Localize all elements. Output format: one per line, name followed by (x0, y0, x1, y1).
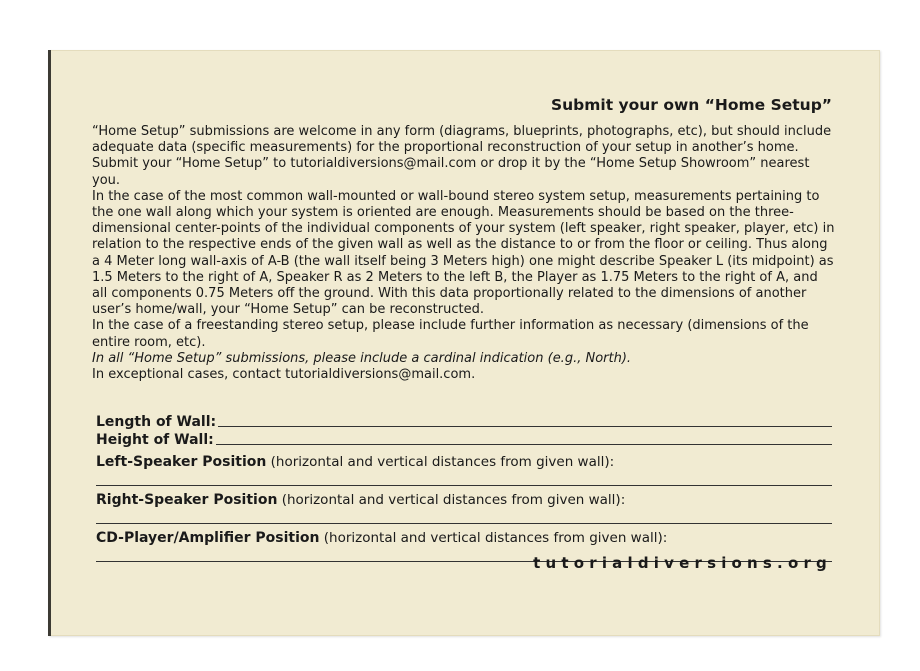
submit-paragraph: Submit your “Home Setup” to tutorialdiversions@mail.com or drop it by the “Home Setup Showroom” nearest you. (92, 156, 810, 188)
player-hint: (horizontal and vertical distances from given wall): (319, 530, 668, 546)
cardinal-note: In all “Home Setup” submissions, please include a cardinal indication (e.g., North). (92, 350, 632, 366)
exceptional-paragraph: In exceptional cases, contact tutorialdiversions@mail.com. (92, 367, 476, 383)
page-title: Submit your own “Home Setup” (550, 96, 832, 114)
right-speaker-heading (96, 492, 832, 509)
length-label: Length of Wall: (96, 414, 217, 430)
length-field[interactable] (218, 426, 832, 427)
player-label: CD-Player/Amplifier Position (96, 530, 320, 546)
intro-paragraph: “Home Setup” submissions are welcome in any form (diagrams, blueprints, photographs, etc), but should include adequate data (specific measurements) for the proportional reconstruction of your setup in another’s home. (92, 124, 832, 156)
left-speaker-field[interactable] (96, 471, 832, 486)
height-label: Height of Wall: (96, 432, 214, 448)
setup-form (96, 412, 832, 562)
freestanding-paragraph: In the case of a freestanding stereo setup, please include further information as necessary (dimensions of the entire room, etc). (92, 318, 809, 350)
right-speaker-row (96, 492, 832, 524)
length-row (96, 412, 832, 430)
player-heading (96, 530, 832, 547)
left-speaker-hint: (horizontal and vertical distances from given wall): (266, 454, 615, 470)
left-speaker-row (96, 454, 832, 486)
left-speaker-heading (96, 454, 832, 471)
right-speaker-label: Right-Speaker Position (96, 492, 278, 508)
submission-card (48, 50, 880, 636)
height-row (96, 430, 832, 448)
right-speaker-field[interactable] (96, 509, 832, 524)
footer-url: tutorialdiversions.org (533, 554, 832, 572)
height-field[interactable] (216, 444, 832, 445)
right-speaker-hint: (horizontal and vertical distances from given wall): (277, 492, 626, 508)
instructions (92, 124, 837, 383)
left-speaker-label: Left-Speaker Position (96, 454, 267, 470)
measurements-paragraph: In the case of the most common wall-mounted or wall-bound stereo system setup, measurements pertaining to the one wall along which your system is oriented are enough. Measurements should be based on the three-dimensional center-points of the individual components of your system (left speaker, right speaker, player, etc) in relation to the respective ends of the given wall as well as the distance to or from the floor or ceiling. Thus along a 4 Meter long wall-axis of A-B (the wall itself being 3 Meters high) one might describe Speaker L (its midpoint) as 1.5 Meters to the right of A, Speaker R as 2 Meters to the left B, the Player as 1.75 Meters to the right of A, and all components 0.75 Meters off the ground. With this data proportionally related to the dimensions of another user’s home/wall, your “Home Setup” can be reconstructed. (92, 188, 835, 318)
